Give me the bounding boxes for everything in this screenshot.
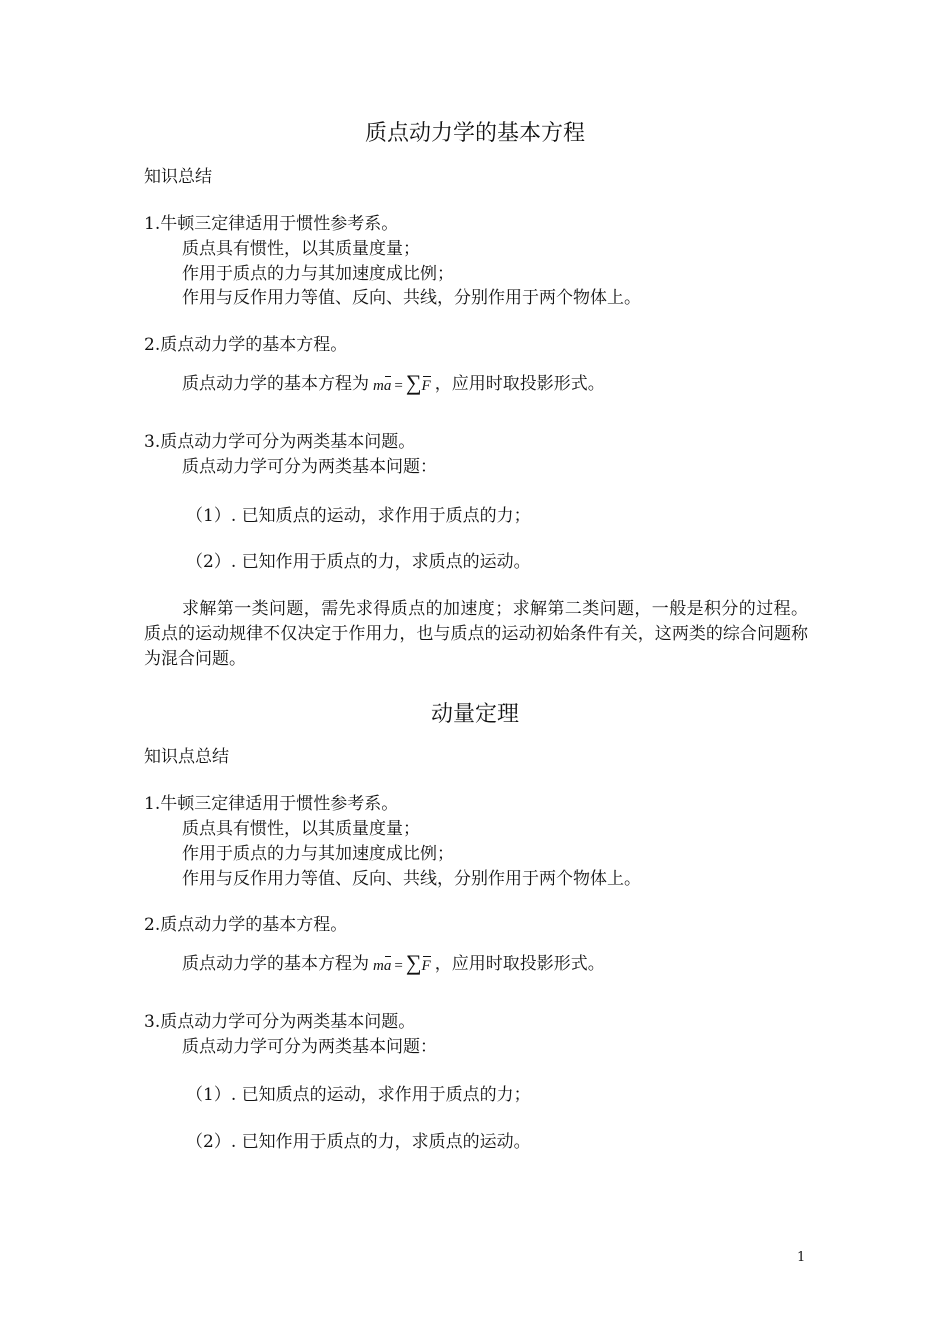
section-title: 动量定理 [430,702,519,727]
eq-equals: = [394,958,403,974]
equation-line [182,372,605,397]
problem-item: （1）. 已知质点的运动，求作用于质点的力； [186,506,531,526]
page-number: 1 [797,1250,806,1265]
eq-accel-vector: a [384,375,392,397]
eq-accel-vector: a [384,955,392,977]
item-heading: 2.质点动力学的基本方程。 [144,915,348,935]
equation-prefix: 质点动力学的基本方程为 [182,374,369,394]
problem-item: （2）. 已知作用于质点的力，求质点的运动。 [186,552,531,572]
body-line: 质点具有惯性，以其质量度量； [182,239,420,259]
eq-mass: m [373,378,384,394]
problem-item: （2）. 已知作用于质点的力，求质点的运动。 [186,1132,531,1152]
section-subtitle: 知识总结 [144,167,212,187]
eq-sum-symbol: ∑ [405,370,422,395]
item-heading: 3.质点动力学可分为两类基本问题。 [144,432,416,452]
body-line: 作用与反作用力等值、反向、共线，分别作用于两个物体上。 [182,288,641,308]
section-title: 质点动力学的基本方程 [364,121,585,146]
body-line: 质点动力学可分为两类基本问题： [182,1037,437,1057]
equation-formula [373,952,431,977]
body-line: 作用于质点的力与其加速度成比例； [182,264,454,284]
eq-equals: = [394,378,403,394]
problem-item: （1）. 已知质点的运动，求作用于质点的力； [186,1085,531,1105]
eq-sum-symbol: ∑ [405,950,422,975]
section-subtitle: 知识点总结 [144,747,229,767]
equation-formula [373,372,431,397]
item-heading: 1.牛顿三定律适用于惯性参考系。 [144,214,399,234]
body-line: 质点动力学可分为两类基本问题： [182,457,437,477]
item-heading: 3.质点动力学可分为两类基本问题。 [144,1012,416,1032]
eq-mass: m [373,958,384,974]
equation-suffix: ，应用时取投影形式。 [434,954,605,974]
item-heading: 2.质点动力学的基本方程。 [144,335,348,355]
eq-force-vector: F [422,375,431,397]
equation-line [182,952,605,977]
summary-paragraph: 求解第一类问题，需先求得质点的加速度；求解第二类问题，一般是积分的过程。质点的运动规律不仅决定于作用力，也与质点的运动初始条件有关，这两类的综合问题称为混合问题。 [144,599,808,669]
body-line: 质点具有惯性，以其质量度量； [182,819,420,839]
equation-prefix: 质点动力学的基本方程为 [182,954,369,974]
item-heading: 1.牛顿三定律适用于惯性参考系。 [144,794,399,814]
body-line: 作用与反作用力等值、反向、共线，分别作用于两个物体上。 [182,869,641,889]
eq-force-vector: F [422,955,431,977]
body-line: 作用于质点的力与其加速度成比例； [182,844,454,864]
equation-suffix: ，应用时取投影形式。 [434,374,605,394]
